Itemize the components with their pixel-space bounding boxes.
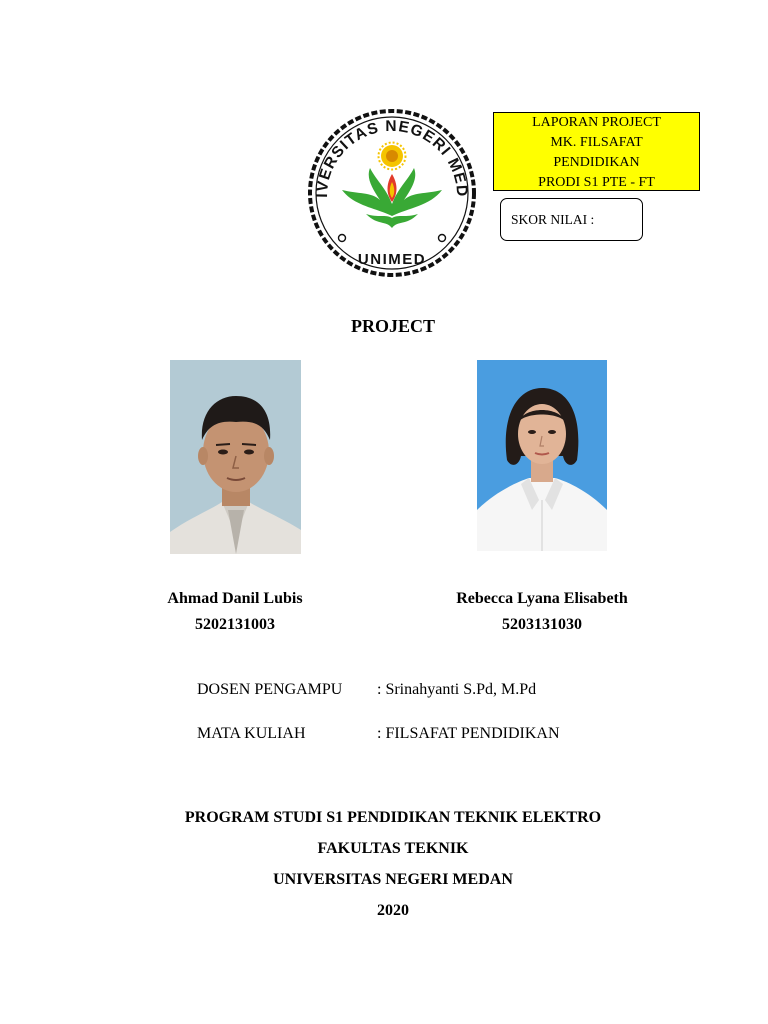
logo-arc-text: IVERSITAS NEGERI MED <box>313 117 471 199</box>
report-line-3: PENDIDIKAN <box>553 155 640 170</box>
course-label: MATA KULIAH <box>197 725 306 742</box>
student-photo-2 <box>477 360 607 551</box>
student-id-1: 5202131003 <box>195 616 275 633</box>
score-box <box>500 198 643 241</box>
student-name-2: Rebecca Lyana Elisabeth <box>456 590 628 607</box>
study-program: PROGRAM STUDI S1 PENDIDIKAN TEKNIK ELEKTRO <box>184 809 602 826</box>
course-value: : FILSAFAT PENDIDIKAN <box>377 725 560 742</box>
student-photo-1 <box>170 360 301 554</box>
lecturer-value: : Srinahyanti S.Pd, M.Pd <box>377 681 537 698</box>
report-info-box <box>493 112 700 191</box>
university: UNIVERSITAS NEGERI MEDAN <box>273 871 513 888</box>
report-line-4: PRODI S1 PTE - FT <box>538 175 655 190</box>
lecturer-label: DOSEN PENGAMPU <box>197 681 343 698</box>
page-title: PROJECT <box>350 316 435 336</box>
report-line-2: MK. FILSAFAT <box>550 135 643 150</box>
student-name-1: Ahmad Danil Lubis <box>167 590 303 607</box>
student-id-2: 5203131030 <box>502 616 582 633</box>
score-label: SKOR NILAI : <box>511 212 595 227</box>
report-line-1: LAPORAN PROJECT <box>532 115 661 130</box>
faculty: FAKULTAS TEKNIK <box>317 840 469 857</box>
university-logo <box>306 108 478 278</box>
year: 2020 <box>377 902 409 919</box>
logo-bottom-text: UNIMED <box>357 251 427 268</box>
